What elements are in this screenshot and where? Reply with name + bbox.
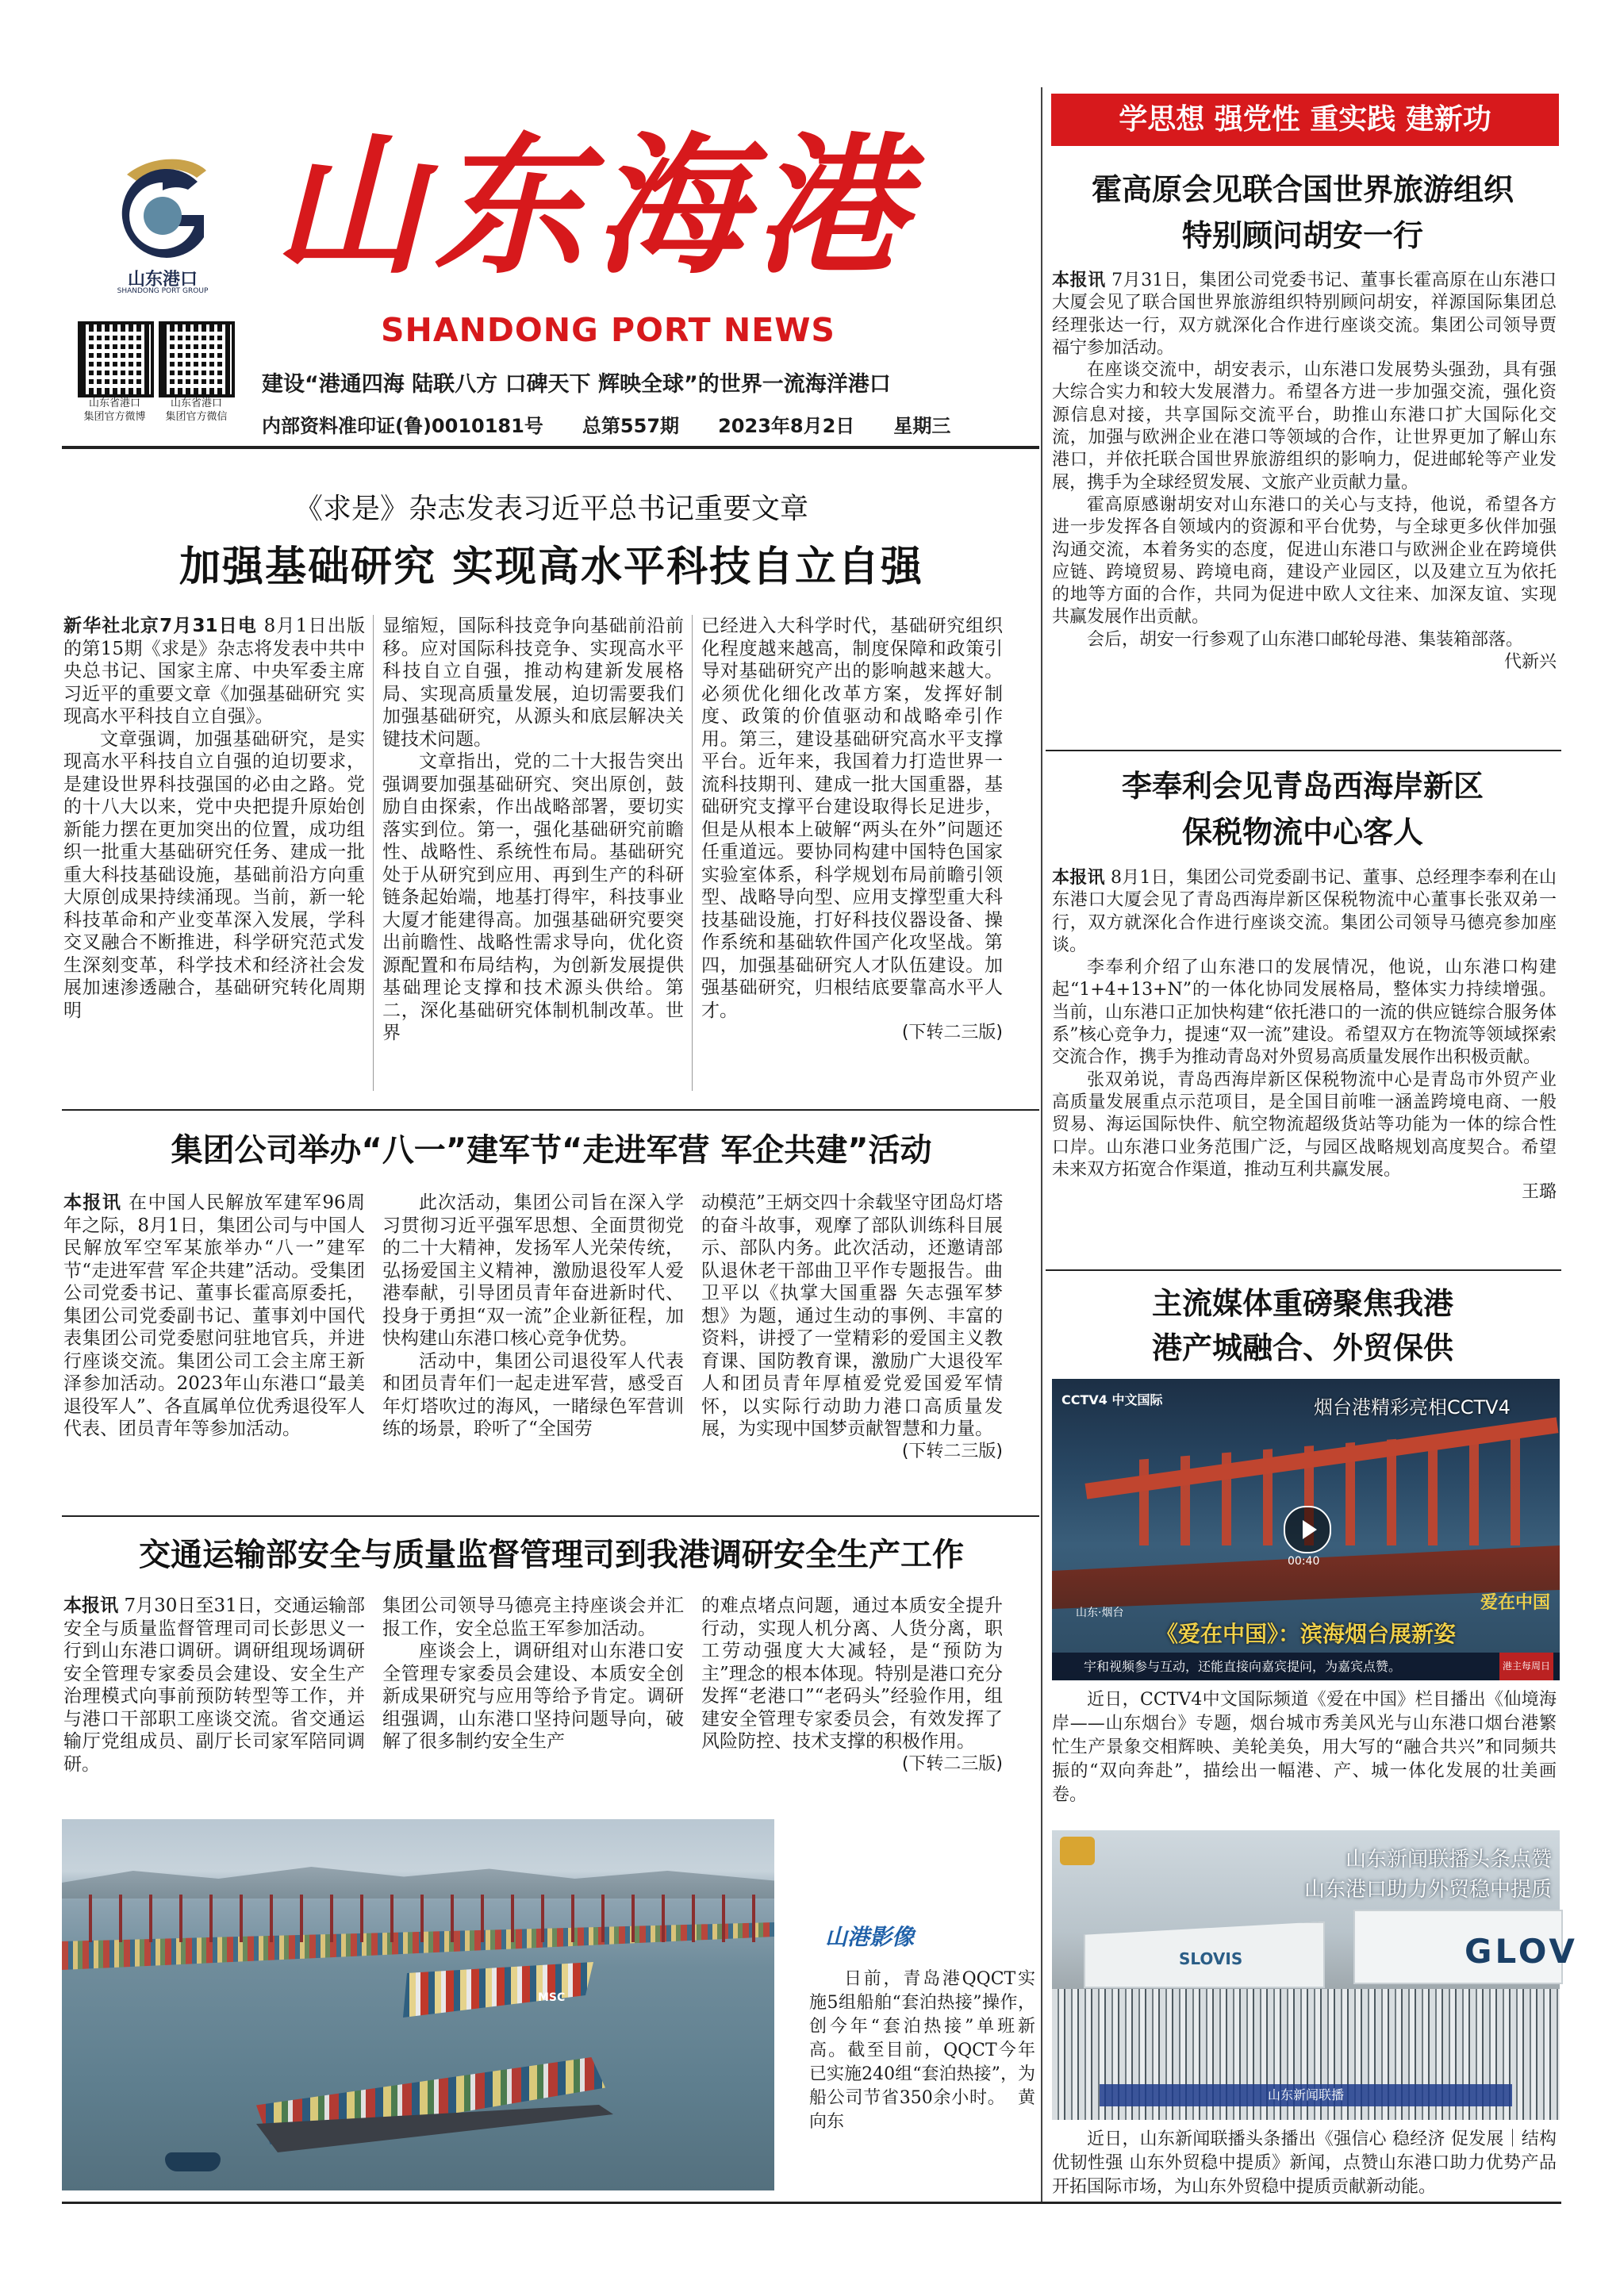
right1-body: 本报讯 7月31日，集团公司党委书记、董事长霍高原在山东港口大厦会见了联合国世界旅游组织特别顾问胡安，祥源国际集团总经理张达一行，双方就深化合作进行座谈交流。集团公司领导贾福宁参加活动。 在座谈交流中，胡安表示，山东港口发展势头强劲，具有强大综合实力和较大发展潜力。希望各方进一步加强交流，强化资源信息对接，共享国际交流平台，助推山东港口扩大国际化交流，加强与欧洲企业在港口等领域的合作，让世界更加了解山东港口，并依托联合国世界旅游组织的影响力，促进邮轮等产业发展，携手为全球经贸发展、文旅产业贡献力量。 霍高原感谢胡安对山东港口的关心与支持，他说，希望各方进一步发挥各自领域内的资源和平台优势，与全球更多伙伴加强沟通交流，本着务实的态度，促进山东港口与欧洲企业在跨境供应链、跨境贸易、跨境电商，建设产业园区，以及建立互为依托的地等方面的合作，共同为促进中欧人文往来、加深友谊、实现共赢发展作出贡献。 会后，胡安一行参观了山东港口邮轮母港、集装箱部落。 代新兴 xyxy=(1052,270,1557,762)
video2-ship1-brand: SLOVIS xyxy=(1179,1949,1243,1968)
qr-label-wechat: 山东省港口 集团官方微信 xyxy=(165,397,228,423)
article3-p2: 集团公司领导马德亮主持座谈会并汇报工作，安全总监王军参加活动。 xyxy=(382,1595,684,1639)
logo-text: 山东港口 xyxy=(127,270,198,290)
article3-continued[interactable]: (下转二三版) xyxy=(901,1753,1003,1774)
article2-p3: 活动中，集团公司退役军人代表和团员青年们一起走进军营，感受百年灯塔吹过的海风，一睹绿色军营训练的场景，聆听了“全国劳 xyxy=(382,1350,684,1439)
masthead xyxy=(0,0,1039,452)
slogan-banner: 学思想 强党性 重实践 建新功 xyxy=(1051,94,1559,146)
shangang-yingxiang-logo: 山港影像 xyxy=(825,1924,915,1950)
video1-place: 山东·烟台 xyxy=(1076,1607,1124,1619)
article1-p5: 已经进入大科学时代，基础研究组织化程度越来越高，制度保障和政策引导对基础研究产出的影响越来越大。必须优化细化改革方案，发挥好制度、政策的价值驱动和战略牵引作用。第三，建设基础研究高水平支撑平台。近年来，我国着力打造世界一流科技期刊、建成一批大国重器，基础研究支撑平台建设取得长足进步，但是从根本上破解“两头在外”问题还任重道远。要协同构建中国特色国家实验室体系，科学规划布局前瞻引领型、战略导向型、应用支撑型重大科技基础设施，打好科技仪器设备、操作系统和基础软件国产化攻坚战。第四，加强基础研究人才队伍建设。加强基础研究，归根结底要靠高水平人才。 xyxy=(701,616,1003,1021)
shandong-news-video-still[interactable] xyxy=(1052,1830,1578,2120)
column-divider xyxy=(373,615,374,1091)
video1-play-button[interactable] xyxy=(1284,1506,1331,1553)
issue-number: 总第557期 xyxy=(582,415,680,437)
masthead-rule xyxy=(62,446,1039,449)
article1-headline: 加强基础研究 实现高水平科技自立自强 xyxy=(179,543,924,591)
article1-p1: 新华社北京7月31日电 8月1日出版的第15期《求是》杂志将发表中共中央总书记、国家主席、中央军委主席习近平的重要文章《加强基础研究 实现高水平科技自立自强》。 xyxy=(63,616,365,727)
article3-headline: 交通运输部安全与质量监督管理司到我港调研安全生产工作 xyxy=(139,1537,964,1573)
right-rule xyxy=(1046,1269,1561,1271)
video1-ticker: 宇和视频参与互动，还能直接向嘉宾提问，为嘉宾点赞。 港主每周日 xyxy=(1052,1653,1560,1680)
right-column-divider xyxy=(1041,87,1042,2202)
article1-kicker: 《求是》杂志发表习近平总书记重要文章 xyxy=(294,493,808,525)
qr-label-weibo: 山东省港口 集团官方微博 xyxy=(83,397,146,423)
article2-p4: 动模范”王炳交四十余载坚守团岛灯塔的奋斗故事，观摩了部队训练科目展示、部队内务。此次活动，还邀请部队退休老干部曲卫平作专题报告。曲卫平以《执掌大国重器 矢志强军梦想》为题，通过生动的事例、丰富的资料，讲授了一堂精彩的爱国主义教育课、国防教育课，激励广大退役军人和团员青年厚植爱党爱国爱军情怀，以实际行动助力港口高质量发展，为实现中国梦贡献智慧和力量。 xyxy=(701,1192,1003,1439)
article3-p3: 座谈会上，调研组对山东港口安全管理专家委员会建设、本质安全创新成果研究与应用等给予肯定。调研组强调，山东港口坚持问题导向，破解了很多制约安全生产 xyxy=(382,1641,684,1752)
masthead-title-en: SHANDONG PORT NEWS xyxy=(381,311,835,349)
article1-p4: 文章指出，党的二十大报告突出强调要加强基础研究、突出原创，鼓励自由探索，作出战略部署，要切实落实到位。第一，强化基础研究前瞻性、战略性、系统性布局。基础研究处于从研究到应用、再到生产的科研链条起始端，地基打得牢，科技事业大厦才能建得高。加强基础研究要突出前瞻性、战略性需求导向，优化资源配置和布局结构，为创新发展提供基础理论支撑和技术源头供给。第二，深化基础研究体制机制改革。世界 xyxy=(382,751,684,1043)
photo-cranes xyxy=(62,1895,774,1942)
section-rule xyxy=(62,1109,1039,1111)
video2-news-bar: 山东新闻联播 xyxy=(1100,2084,1512,2106)
photo-tugboat xyxy=(165,2152,221,2171)
issue-date: 2023年8月2日 xyxy=(718,415,855,437)
article1-col3 xyxy=(701,615,1003,1091)
article3-col2 xyxy=(382,1595,684,1809)
video1-timestamp: 00:40 xyxy=(1288,1555,1320,1568)
article2-col1: 本报讯 在中国人民解放军建军96周年之际，8月1日，集团公司与中国人民解放军空军某旅举办“八一”建军节“走进军营 军企共建”活动。受集团公司党委书记、董事长霍高原委托，集团公司党委副书记、董事刘中国代表集团公司党委慰问驻地官兵，并进行座谈交流。集团公司工会主席王新泽参加活动。2023年山东港口“最美退役军人”、各直属单位优秀退役军人代表、团员青年等参加活动。 xyxy=(63,1192,366,1439)
masthead-slogan: 建设“港通四海 陆联八方 口碑天下 辉映全球”的世界一流海洋港口 xyxy=(262,372,891,397)
video2-overlay: 山东新闻联播头条点赞 山东港口助力外贸稳中提质 xyxy=(1303,1848,1552,1902)
article1-p2: 文章强调，加强基础研究，是实现高水平科技自立自强的迫切要求，是建设世界科技强国的必由之路。党的十八大以来，党中央把提升原始创新能力摆在更加突出的位置，成功组织一批重大基础研究任务、建成一批重大科技基础设施，基础前沿方向重大原创成果持续涌现。当前，新一轮科技革命和产业变革深入发展，学科交叉融合不断推进，科学研究范式发生深刻变革，科学技术和经济社会发展加速渗透融合，基础研究转化周期明 xyxy=(63,728,365,1021)
article2-headline: 集团公司举办“八一”建军节“走进军营 军企共建”活动 xyxy=(171,1132,932,1169)
issue-weekday: 星期三 xyxy=(893,415,951,437)
article1-col2 xyxy=(382,615,684,1091)
article1-col1 xyxy=(63,615,365,1091)
play-icon xyxy=(1285,1507,1330,1552)
photo-hills xyxy=(62,1859,774,1899)
cctv4-video-still[interactable] xyxy=(1052,1379,1560,1680)
port-photo xyxy=(62,1819,774,2190)
photo-author: 黄向东 xyxy=(809,2088,1035,2132)
right2-byline: 王璐 xyxy=(1521,1182,1557,1203)
masthead-title: 山东海港 xyxy=(274,117,916,294)
article3-col1: 本报讯 7月30日至31日，交通运输部安全与质量监督管理司司长彭思义一行到山东港口调研。调研组现场调研安全管理专家委员会建设、安全生产治理模式向事前预防转型等工作，并与港口干部职工座谈交流。省交通运输厅党组成员、副厅长司家军陪同调研。 xyxy=(63,1595,366,1775)
video2-caption: 近日，山东新闻联播头条播出《强信心 稳经济 促发展｜结构优韧性强 山东外贸稳中提质》新闻，点赞山东港口助力优势产品开拓国际市场，为山东外贸稳中提质贡献新动能。 xyxy=(1052,2129,1557,2197)
video1-subtitle: 《爱在中国》：滨海烟台展新姿 xyxy=(1155,1621,1456,1647)
video1-show-logo: 爱在中国 xyxy=(1480,1592,1551,1613)
article2-continued[interactable]: (下转二三版) xyxy=(901,1441,1003,1461)
right2-body: 本报讯 8月1日，集团公司党委副书记、董事、总经理李奉利在山东港口大厦会见了青岛西海岸新区保税物流中心董事长张双弟一行，双方就深化合作进行座谈交流。集团公司领导马德亮参加座谈。 李奉利介绍了山东港口的发展情况，他说，山东港口构建起“1+4+13+N”的一体化协同发展格局，整体实力持续增强。当前，山东港口正加快构建“依托港口的一流的供应链综合服务体系”核心竞争力，提速“双一流”建设。希望双方在物流等领域探索交流合作，携手为推动青岛对外贸易高质量发展作出积极贡献。 张双弟说，青岛西海岸新区保税物流中心是青岛市外贸产业高质量发展重点示范项目，是全国目前唯一涵盖跨境电商、一般贸易、海运国际快件、航空物流超级货站等功能为一体的综合性口岸。山东港口业务范围广泛，与园区战略规划高度契合。希望未来双方拓宽合作渠道，推动互利共赢发展。 王璐 xyxy=(1052,867,1557,1280)
right2-headline: 李奉利会见青岛西海岸新区 保税物流中心客人 xyxy=(1121,769,1484,850)
qr-weibo-inner xyxy=(87,331,144,388)
logo-subtext: SHANDONG PORT GROUP xyxy=(117,287,209,295)
video1-corner: 港主每周日 xyxy=(1499,1653,1553,1680)
photo-ship-msc xyxy=(395,1962,593,2018)
video1-overlay-title: 烟台港精彩亮相CCTV4 xyxy=(1314,1396,1511,1419)
video2-station-logo xyxy=(1060,1837,1095,1865)
permit-number: 内部资料准印证(鲁)0010181号 xyxy=(262,415,543,437)
video1-caption: 近日，CCTV4中文国际频道《爱在中国》栏目播出《仙境海岸——山东烟台》专题，烟台城市秀美风光与山东港口烟台港繁忙生产景象交相辉映、美轮美奂，用大写的“融合共兴”和同频共振的“双向奔赴”，描绘出一幅港、产、城一体化发展的壮美画卷。 xyxy=(1052,1690,1557,1805)
shandong-port-logo-icon xyxy=(111,151,214,262)
right-rule xyxy=(1046,750,1561,751)
article3-p4: 的难点堵点问题，通过本质安全提升行动，实现人机分离、人货分离，职工劳动强度大大减轻，是“预防为主”理念的根本体现。特别是港口充分发挥“老港口”“老码头”经验作用，组建安全管理专家委员会，有效发挥了风险防控、技术支撑的积极作用。 xyxy=(701,1595,1003,1752)
article3-col3 xyxy=(701,1595,1003,1809)
video2-ship2-brand: GLOV xyxy=(1465,1932,1578,1971)
column-divider xyxy=(692,615,693,1091)
right1-byline: 代新兴 xyxy=(1503,652,1557,673)
photo-ship-msc-label: MSC xyxy=(538,1991,566,2004)
right3-headline: 主流媒体重磅聚焦我港 港产城融合、外贸保供 xyxy=(1151,1286,1453,1365)
bottom-rule xyxy=(62,2202,1561,2204)
article2-col2 xyxy=(382,1192,684,1517)
article2-p2: 此次活动，集团公司旨在深入学习贯彻习近平强军思想、全面贯彻党的二十大精神，发扬军人光荣传统，弘扬爱国主义精神，激励退役军人爱港奉献，引导团员青年奋进新时代、投身于勇担“双一流”企业新征程，加快构建山东港口核心竞争优势。 xyxy=(382,1192,684,1349)
article1-p3: 显缩短，国际科技竞争向基础前沿前移。应对国际科技竞争、实现高水平科技自立自强，推动构建新发展格局、实现高质量发展，迫切需要我们加强基础研究，从源头和底层解决关键技术问题。 xyxy=(382,616,684,750)
video1-channel-logo: CCTV4 中文国际 xyxy=(1061,1392,1163,1407)
article1-continued[interactable]: (下转二三版) xyxy=(901,1023,1003,1042)
article2-col3 xyxy=(701,1192,1003,1517)
section-rule xyxy=(62,1515,1039,1517)
photo-caption-box xyxy=(809,1920,1035,2194)
right1-headline: 霍高原会见联合国世界旅游组织 特别顾问胡安一行 xyxy=(1091,172,1514,253)
qr-wechat-inner xyxy=(168,331,225,388)
masthead-info xyxy=(262,410,950,438)
photo-caption: 日前，青岛港QQCT实施5组船舶“套泊热接”操作，创今年“套泊热接”单班新高。截至目前，QQCT今年已实施240组“套泊热接”，为船公司节省350余小时。 黄向东 xyxy=(809,1969,1035,2132)
